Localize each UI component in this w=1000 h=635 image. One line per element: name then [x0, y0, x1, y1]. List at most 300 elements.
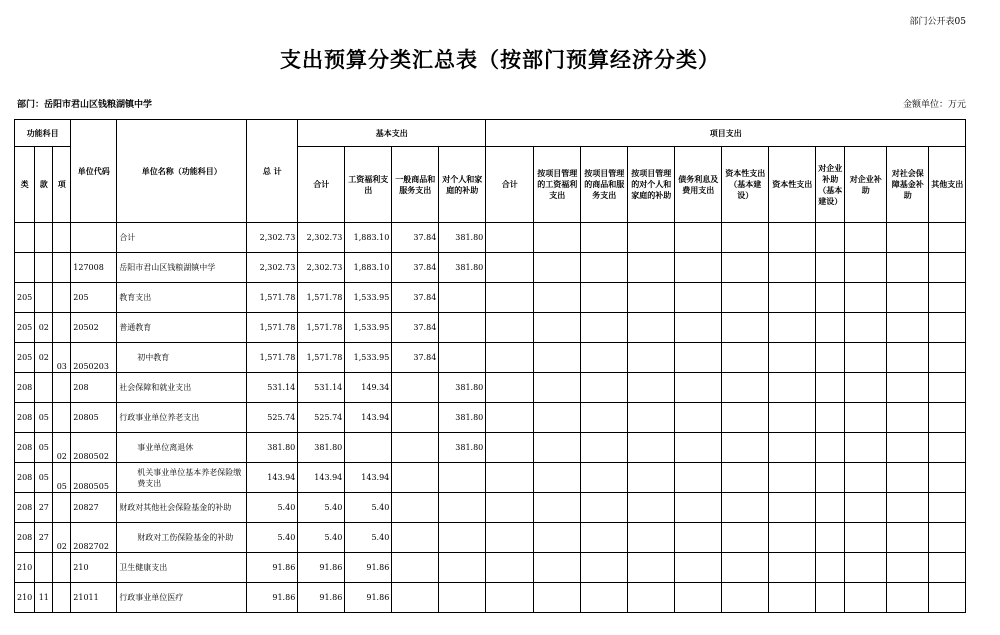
project-cell [581, 433, 628, 463]
kuan-cell [35, 373, 53, 403]
basic-total-cell: 2,302.73 [298, 253, 345, 283]
project-cell [675, 523, 722, 553]
project-cell [722, 223, 769, 253]
project-cell [675, 313, 722, 343]
project-cell [929, 283, 966, 313]
project-cell [816, 523, 845, 553]
basic-personal-cell: 381.80 [439, 433, 486, 463]
project-cell [769, 403, 816, 433]
project-cell [722, 343, 769, 373]
project-cell [581, 283, 628, 313]
total-cell: 2,302.73 [247, 223, 298, 253]
xiang-cell: 02 [53, 523, 71, 553]
table-row [15, 493, 966, 523]
basic-goods-cell [392, 553, 439, 583]
project-cell [769, 523, 816, 553]
basic-goods-cell [392, 493, 439, 523]
header-total: 总 计 [247, 120, 298, 223]
project-cell [534, 433, 581, 463]
project-cell [769, 373, 816, 403]
basic-personal-cell [439, 313, 486, 343]
kuan-cell [35, 223, 53, 253]
project-cell [486, 433, 534, 463]
unit-name-cell: 机关事业单位基本养老保险缴费支出 [117, 463, 247, 493]
project-cell [534, 283, 581, 313]
basic-total-cell: 1,571.78 [298, 313, 345, 343]
project-cell [628, 583, 675, 613]
total-cell: 531.14 [247, 373, 298, 403]
project-cell [845, 343, 887, 373]
project-cell [581, 463, 628, 493]
project-cell [581, 313, 628, 343]
basic-personal-cell [439, 583, 486, 613]
project-cell [581, 373, 628, 403]
project-cell [628, 403, 675, 433]
kuan-cell: 11 [35, 583, 53, 613]
project-cell [887, 403, 929, 433]
unit-code-cell: 2080502 [71, 433, 117, 463]
unit-code-cell: 205 [71, 283, 117, 313]
project-cell [675, 433, 722, 463]
kuan-cell: 27 [35, 523, 53, 553]
project-cell [845, 553, 887, 583]
basic-wage-cell [345, 433, 392, 463]
header-basic-wage: 工资福利支出 [345, 147, 392, 223]
basic-personal-cell: 381.80 [439, 373, 486, 403]
project-cell [929, 493, 966, 523]
project-cell [816, 313, 845, 343]
project-cell [534, 313, 581, 343]
total-cell: 5.40 [247, 523, 298, 553]
project-cell [628, 223, 675, 253]
header-project-expenditure: 项目支出 [486, 120, 966, 147]
basic-wage-cell: 1,883.10 [345, 223, 392, 253]
total-cell: 1,571.78 [247, 343, 298, 373]
kuan-cell: 27 [35, 493, 53, 523]
total-cell: 381.80 [247, 433, 298, 463]
project-cell [722, 493, 769, 523]
basic-personal-cell [439, 553, 486, 583]
lei-cell [15, 223, 35, 253]
table-row [15, 343, 966, 373]
basic-total-cell: 5.40 [298, 493, 345, 523]
basic-goods-cell [392, 373, 439, 403]
project-cell [769, 313, 816, 343]
header-kuan: 款 [35, 147, 53, 223]
basic-goods-cell [392, 583, 439, 613]
total-cell: 2,302.73 [247, 253, 298, 283]
header-project-other: 其他支出 [929, 147, 966, 223]
project-cell [845, 253, 887, 283]
basic-wage-cell: 1,533.95 [345, 343, 392, 373]
basic-total-cell: 1,571.78 [298, 343, 345, 373]
project-cell [887, 253, 929, 283]
project-cell [628, 283, 675, 313]
unit-name-cell: 行政事业单位医疗 [117, 583, 247, 613]
xiang-cell: 02 [53, 433, 71, 463]
total-cell: 143.94 [247, 463, 298, 493]
basic-goods-cell: 37.84 [392, 283, 439, 313]
lei-cell: 208 [15, 433, 35, 463]
project-cell [675, 253, 722, 283]
header-project-capital: 资本性支出 [769, 147, 816, 223]
unit-name-cell: 财政对其他社会保险基金的补助 [117, 493, 247, 523]
project-cell [722, 463, 769, 493]
kuan-cell [35, 553, 53, 583]
table-body [15, 223, 966, 613]
unit-code-cell: 21011 [71, 583, 117, 613]
xiang-cell [53, 493, 71, 523]
basic-total-cell: 525.74 [298, 403, 345, 433]
project-cell [722, 433, 769, 463]
header-project-wage: 按项目管理的工资福利支出 [534, 147, 581, 223]
project-cell [845, 493, 887, 523]
header-project-total: 合计 [486, 147, 534, 223]
lei-cell: 208 [15, 493, 35, 523]
table-row [15, 403, 966, 433]
lei-cell: 208 [15, 373, 35, 403]
project-cell [816, 493, 845, 523]
project-cell [845, 523, 887, 553]
project-cell [845, 583, 887, 613]
total-cell: 5.40 [247, 493, 298, 523]
unit-code-cell: 208 [71, 373, 117, 403]
basic-personal-cell: 381.80 [439, 223, 486, 253]
basic-total-cell: 381.80 [298, 433, 345, 463]
project-cell [581, 553, 628, 583]
basic-goods-cell [392, 433, 439, 463]
project-cell [722, 523, 769, 553]
project-cell [816, 553, 845, 583]
unit-code-cell: 2082702 [71, 523, 117, 553]
basic-wage-cell: 1,533.95 [345, 283, 392, 313]
project-cell [722, 403, 769, 433]
project-cell [887, 433, 929, 463]
xiang-cell: 05 [53, 463, 71, 493]
basic-personal-cell [439, 463, 486, 493]
project-cell [534, 493, 581, 523]
project-cell [628, 343, 675, 373]
project-cell [845, 463, 887, 493]
project-cell [722, 283, 769, 313]
xiang-cell [53, 313, 71, 343]
project-cell [845, 403, 887, 433]
unit-code-cell [71, 223, 117, 253]
basic-wage-cell: 91.86 [345, 583, 392, 613]
project-cell [534, 523, 581, 553]
basic-goods-cell [392, 403, 439, 433]
project-cell [887, 373, 929, 403]
project-cell [628, 463, 675, 493]
unit-name-cell: 卫生健康支出 [117, 553, 247, 583]
project-cell [887, 523, 929, 553]
basic-goods-cell: 37.84 [392, 253, 439, 283]
table-row [15, 283, 966, 313]
project-cell [722, 253, 769, 283]
kuan-cell: 02 [35, 343, 53, 373]
project-cell [486, 583, 534, 613]
project-cell [534, 223, 581, 253]
project-cell [929, 583, 966, 613]
amount-unit-label: 金额单位：万元 [902, 100, 966, 110]
project-cell [675, 343, 722, 373]
kuan-cell: 05 [35, 463, 53, 493]
project-cell [769, 343, 816, 373]
project-cell [929, 553, 966, 583]
basic-wage-cell: 5.40 [345, 493, 392, 523]
project-cell [628, 433, 675, 463]
project-cell [486, 223, 534, 253]
project-cell [887, 553, 929, 583]
table-row [15, 433, 966, 463]
project-cell [816, 283, 845, 313]
basic-goods-cell: 37.84 [392, 313, 439, 343]
basic-goods-cell [392, 463, 439, 493]
header-basic-total: 合计 [298, 147, 345, 223]
project-cell [628, 493, 675, 523]
unit-name-cell: 教育支出 [117, 283, 247, 313]
header-project-social-security: 对社会保障基金补助 [887, 147, 929, 223]
unit-name-cell: 岳阳市君山区钱粮湖镇中学 [117, 253, 247, 283]
table-row [15, 373, 966, 403]
project-cell [486, 253, 534, 283]
project-cell [816, 373, 845, 403]
kuan-cell: 05 [35, 403, 53, 433]
unit-code-cell: 20805 [71, 403, 117, 433]
basic-total-cell: 2,302.73 [298, 223, 345, 253]
header-project-enterprise-infra: 对企业补助（基本建设） [816, 147, 845, 223]
project-cell [675, 373, 722, 403]
project-cell [675, 493, 722, 523]
header-project-debt: 债务利息及费用支出 [675, 147, 722, 223]
form-number: 部门公开表05 [909, 17, 966, 27]
basic-total-cell: 91.86 [298, 583, 345, 613]
project-cell [887, 343, 929, 373]
project-cell [534, 403, 581, 433]
project-cell [675, 583, 722, 613]
unit-name-cell: 行政事业单位养老支出 [117, 403, 247, 433]
unit-name-cell: 普通教育 [117, 313, 247, 343]
xiang-cell [53, 403, 71, 433]
xiang-cell [53, 553, 71, 583]
project-cell [929, 253, 966, 283]
total-cell: 525.74 [247, 403, 298, 433]
basic-wage-cell: 143.94 [345, 463, 392, 493]
project-cell [581, 343, 628, 373]
project-cell [845, 283, 887, 313]
project-cell [769, 253, 816, 283]
project-cell [534, 343, 581, 373]
lei-cell [15, 253, 35, 283]
basic-personal-cell: 381.80 [439, 253, 486, 283]
project-cell [486, 343, 534, 373]
lei-cell: 210 [15, 583, 35, 613]
header-unit-name: 单位名称（功能科目） [117, 120, 247, 223]
project-cell [534, 583, 581, 613]
table-row [15, 313, 966, 343]
unit-name-cell: 合计 [117, 223, 247, 253]
project-cell [769, 583, 816, 613]
project-cell [769, 283, 816, 313]
basic-total-cell: 531.14 [298, 373, 345, 403]
lei-cell: 208 [15, 523, 35, 553]
header-project-goods: 按项目管理的商品和服务支出 [581, 147, 628, 223]
project-cell [816, 223, 845, 253]
table-row [15, 253, 966, 283]
unit-name-cell: 初中教育 [117, 343, 247, 373]
project-cell [929, 463, 966, 493]
xiang-cell [53, 583, 71, 613]
project-cell [816, 403, 845, 433]
lei-cell: 205 [15, 343, 35, 373]
basic-total-cell: 5.40 [298, 523, 345, 553]
project-cell [929, 403, 966, 433]
total-cell: 91.86 [247, 583, 298, 613]
project-cell [769, 493, 816, 523]
project-cell [628, 313, 675, 343]
project-cell [581, 493, 628, 523]
project-cell [486, 463, 534, 493]
project-cell [722, 553, 769, 583]
page-title: 支出预算分类汇总表（按部门预算经济分类） [280, 47, 720, 72]
project-cell [675, 463, 722, 493]
basic-personal-cell [439, 343, 486, 373]
project-cell [816, 343, 845, 373]
project-cell [675, 403, 722, 433]
header-basic-goods: 一般商品和服务支出 [392, 147, 439, 223]
project-cell [675, 223, 722, 253]
header-unit-code: 单位代码 [71, 120, 117, 223]
project-cell [887, 493, 929, 523]
table-row [15, 553, 966, 583]
project-cell [534, 553, 581, 583]
project-cell [628, 523, 675, 553]
unit-code-cell: 2050203 [71, 343, 117, 373]
project-cell [816, 463, 845, 493]
kuan-cell [35, 253, 53, 283]
project-cell [929, 223, 966, 253]
project-cell [534, 463, 581, 493]
basic-goods-cell: 37.84 [392, 343, 439, 373]
unit-name-cell: 财政对工伤保险基金的补助 [117, 523, 247, 553]
project-cell [486, 373, 534, 403]
header-func-subject: 功能科目 [15, 120, 71, 147]
header-basic-personal: 对个人和家庭的补助 [439, 147, 486, 223]
basic-goods-cell [392, 523, 439, 553]
basic-wage-cell: 143.94 [345, 403, 392, 433]
basic-personal-cell [439, 493, 486, 523]
project-cell [628, 253, 675, 283]
basic-wage-cell: 1,533.95 [345, 313, 392, 343]
lei-cell: 208 [15, 403, 35, 433]
project-cell [486, 553, 534, 583]
project-cell [845, 433, 887, 463]
header-basic-expenditure: 基本支出 [298, 120, 486, 147]
project-cell [534, 373, 581, 403]
project-cell [887, 463, 929, 493]
basic-total-cell: 91.86 [298, 553, 345, 583]
lei-cell: 205 [15, 283, 35, 313]
department-label: 部门：岳阳市君山区钱粮湖镇中学 [17, 100, 153, 110]
lei-cell: 205 [15, 313, 35, 343]
xiang-cell [53, 253, 71, 283]
total-cell: 91.86 [247, 553, 298, 583]
basic-total-cell: 1,571.78 [298, 283, 345, 313]
unit-code-cell: 20502 [71, 313, 117, 343]
basic-wage-cell: 149.34 [345, 373, 392, 403]
xiang-cell [53, 283, 71, 313]
project-cell [628, 373, 675, 403]
project-cell [675, 553, 722, 583]
unit-code-cell: 2080505 [71, 463, 117, 493]
project-cell [929, 523, 966, 553]
header-xiang: 项 [53, 147, 71, 223]
unit-name-cell: 事业单位离退休 [117, 433, 247, 463]
project-cell [581, 583, 628, 613]
project-cell [486, 403, 534, 433]
unit-code-cell: 127008 [71, 253, 117, 283]
table-row [15, 223, 966, 253]
basic-wage-cell: 5.40 [345, 523, 392, 553]
table-row [15, 523, 966, 553]
project-cell [816, 253, 845, 283]
total-cell: 1,571.78 [247, 283, 298, 313]
project-cell [581, 523, 628, 553]
header-lei: 类 [15, 147, 35, 223]
project-cell [845, 313, 887, 343]
project-cell [887, 583, 929, 613]
project-cell [486, 493, 534, 523]
kuan-cell: 05 [35, 433, 53, 463]
project-cell [929, 313, 966, 343]
unit-name-cell: 社会保障和就业支出 [117, 373, 247, 403]
project-cell [486, 283, 534, 313]
lei-cell: 210 [15, 553, 35, 583]
project-cell [581, 223, 628, 253]
header-project-personal: 按项目管理的对个人和家庭的补助 [628, 147, 675, 223]
project-cell [486, 313, 534, 343]
project-cell [769, 463, 816, 493]
project-cell [486, 523, 534, 553]
project-cell [887, 283, 929, 313]
basic-personal-cell [439, 523, 486, 553]
project-cell [816, 583, 845, 613]
project-cell [845, 223, 887, 253]
basic-wage-cell: 91.86 [345, 553, 392, 583]
basic-personal-cell [439, 283, 486, 313]
project-cell [887, 223, 929, 253]
table-row [15, 463, 966, 493]
project-cell [845, 373, 887, 403]
total-cell: 1,571.78 [247, 313, 298, 343]
project-cell [769, 433, 816, 463]
budget-table [14, 119, 966, 613]
kuan-cell [35, 283, 53, 313]
table-row [15, 583, 966, 613]
basic-goods-cell: 37.84 [392, 223, 439, 253]
project-cell [929, 343, 966, 373]
header-project-enterprise: 对企业补助 [845, 147, 887, 223]
header-project-capital-infra: 资本性支出（基本建设） [722, 147, 769, 223]
project-cell [628, 553, 675, 583]
xiang-cell [53, 373, 71, 403]
lei-cell: 208 [15, 463, 35, 493]
project-cell [722, 313, 769, 343]
project-cell [887, 313, 929, 343]
project-cell [769, 223, 816, 253]
project-cell [816, 433, 845, 463]
project-cell [722, 583, 769, 613]
